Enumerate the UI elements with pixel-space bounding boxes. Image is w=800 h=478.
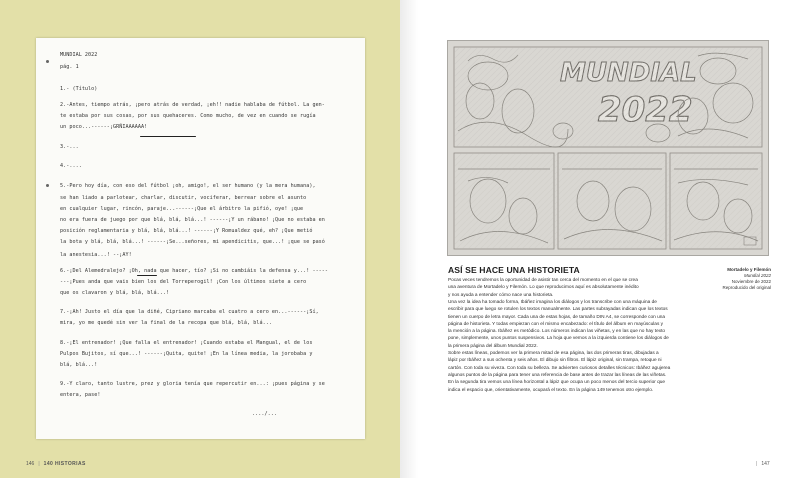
article-line: pone, simplemente, unos puntos suspensivos. La hoja que vemos a la izquierda contiene los diálogos de bbox=[448, 336, 669, 342]
right-page-number: 147 bbox=[761, 461, 770, 467]
typed-line: entera, pase! bbox=[60, 392, 101, 398]
article-line: la primera página del álbum Mundial 2022. bbox=[448, 343, 538, 349]
typed-line: la anestesia...! --¡AY! bbox=[60, 252, 132, 258]
caption-source: Reproducido del original bbox=[722, 284, 771, 290]
typed-line: 7.-¡Ah! Justo el día que la diñé, Cipriano marcaba el cuatro a cero en...------¡Sí, bbox=[60, 309, 319, 315]
typewritten-script-sheet bbox=[36, 38, 365, 439]
article-line: Sobre estas líneas, podemos ver la primera mitad de esa página, las dos primeras tiras, dibujadas a bbox=[448, 351, 659, 356]
pencil-sketch-drawing bbox=[448, 41, 768, 255]
hand-underline bbox=[140, 136, 196, 137]
article-line: lápiz por Ibáñez a sus ochenta y seis años. El dibujo sin filtros. El lápiz original, sin trampa, retoque ni bbox=[448, 358, 662, 364]
typed-line: en cualquier lugar, rincón, paraje...------¡Que el árbitro la pifió, oye! ¡que bbox=[60, 206, 304, 212]
caption-album: Mundial 2022 bbox=[743, 272, 771, 278]
typed-line: 4.-.... bbox=[60, 163, 82, 169]
left-folio: 146 | 140 HISTORIAS bbox=[26, 461, 86, 467]
typed-line: ---¡Pues anda que vais bien los del Torreperogil! ¡Con los últimos siete a cero bbox=[60, 279, 307, 285]
gutter-shadow bbox=[400, 0, 418, 478]
article-line: la mención a la página. Ibáñez es metódico. Los números indican las viñetas, y en las que no hay texto bbox=[448, 329, 666, 335]
typed-line: 1.- (Título) bbox=[60, 86, 98, 92]
typed-line: 8.-¡El entrenador! ¡Que falla el entrenador! ¡Cuando estaba el Mangual, el de los bbox=[60, 340, 313, 346]
typed-line: que os clavaron y blá, blá, blá...! bbox=[60, 290, 170, 296]
article-line: y nos ayuda a entender cómo nace una historieta. bbox=[448, 292, 554, 298]
typed-line: 2.-Antes, tiempo atrás, ¡pero atrás de verdad, ¡eh!! nadie hablaba de fútbol. La gen- bbox=[60, 102, 325, 108]
hand-underline bbox=[137, 275, 157, 276]
typed-line: mira, yo me quedé sin ver la final de la recopa que blá, blá, blá... bbox=[60, 320, 272, 326]
typed-line: MUNDIAL 2022 bbox=[60, 52, 98, 58]
typed-line: blá, blá...! bbox=[60, 362, 98, 368]
caption-series: Mortadelo y Filemón bbox=[727, 267, 771, 272]
left-section-title: 140 HISTORIAS bbox=[43, 461, 86, 467]
article-line: Pocas veces tendremos la oportunidad de asistir tan cerca del momento en el que se crea bbox=[448, 278, 638, 283]
image-caption bbox=[715, 267, 771, 290]
right-folio: | 147 bbox=[756, 461, 770, 467]
left-page-number: 146 bbox=[26, 461, 35, 467]
typed-line: te estaba por sus cosas, por sus quehaceres. Como mucho, de vez en cuando se rugía bbox=[60, 113, 316, 119]
right-page bbox=[400, 0, 800, 478]
typed-line: 3.-... bbox=[60, 144, 79, 150]
typed-line: ..../... bbox=[252, 411, 277, 417]
article-line: escribir para que luego se rotulen los textos manualmente. Las partes subrayadas indican que los textos bbox=[448, 307, 668, 313]
article-title: ASÍ SE HACE UNA HISTORIETA bbox=[448, 265, 580, 275]
typed-line: un poco...------¡GRÑIAAAAAA! bbox=[60, 124, 148, 130]
article-line: algunos puntos de la página para tener una referencia de base antes de trazar las líneas de las viñetas. bbox=[448, 372, 667, 378]
caption-date: Noviembre de 2022 bbox=[731, 278, 771, 284]
typed-line: 6.-¡Del Alemedralejo? ¡Oh, nada que hacer, tío? ¡Si no cambiáis la defensa y...! ----- bbox=[60, 268, 329, 274]
article-line: Una vez la idea ha tomado forma, Ibáñez imagina los diálogos y los transcribe con una máquina de bbox=[448, 299, 657, 305]
sketch-title-line2: 2022 bbox=[598, 90, 693, 130]
typed-lines bbox=[36, 38, 365, 439]
typed-line: 9.-Y claro, tanto lustre, prez y gloria tenía que repercutir en...: ¡pues página y se bbox=[60, 381, 325, 387]
sketch-title-line1: MUNDIAL bbox=[560, 58, 697, 88]
typed-line: pág. 1 bbox=[60, 64, 79, 70]
typed-line: se han liado a parlotear, charlar, discutir, vociferar, berrear sobre el asunto bbox=[60, 195, 307, 201]
typed-line: posición reglamentaria y blá, blá, blá...! ------¡Y Romualdez qué, eh? ¡Que metió bbox=[60, 228, 313, 234]
typed-line: no era fuera de juego por que blá, blá, blá...! ------¡Y un rábano! ¡Que no estaba en bbox=[60, 217, 325, 223]
typed-line: 5.-Pero hoy día, con eso del fútbol ¡oh, amigo!, el ser humano (y la mera humana), bbox=[60, 183, 316, 189]
article-line: indica el espacio que, orientativamente, ocupará el texto. En la página 149 tenemos otro ejemplo. bbox=[448, 387, 654, 393]
article-line: página de historieta. Y todas empiezan con el mismo encabezado: el título del álbum en mayúsculas y bbox=[448, 321, 664, 327]
typed-line: la bota y blá, blá, blá...! ------¡Se...señores, mi apendicitis, que...! ¡que se pasó bbox=[60, 239, 325, 245]
article-line: tienen un cuerpo de letra mayor. Cada una de estas hojas, de tamaño DIN A4, se corresponde con una bbox=[448, 314, 666, 320]
typed-line: Pulpos Bujitos, sí que...! ------¡Quita, quite! ¡En la línea media, la jorobaba y bbox=[60, 351, 313, 357]
article-line: una aventura de Mortadelo y Filemón. Lo que reproducimos aquí es absolutamente inédito bbox=[448, 285, 639, 291]
article-line: En la segunda tira vemos una línea horizontal a lápiz que ocupa un poco menos del tercio superior que bbox=[448, 380, 666, 386]
pencil-sketch-image bbox=[447, 40, 769, 256]
article-line: cartón. Con toda su viveza. Con toda su belleza. Se advierten curiosos detalles técnicos: Ibáñez agujerea bbox=[448, 365, 671, 371]
